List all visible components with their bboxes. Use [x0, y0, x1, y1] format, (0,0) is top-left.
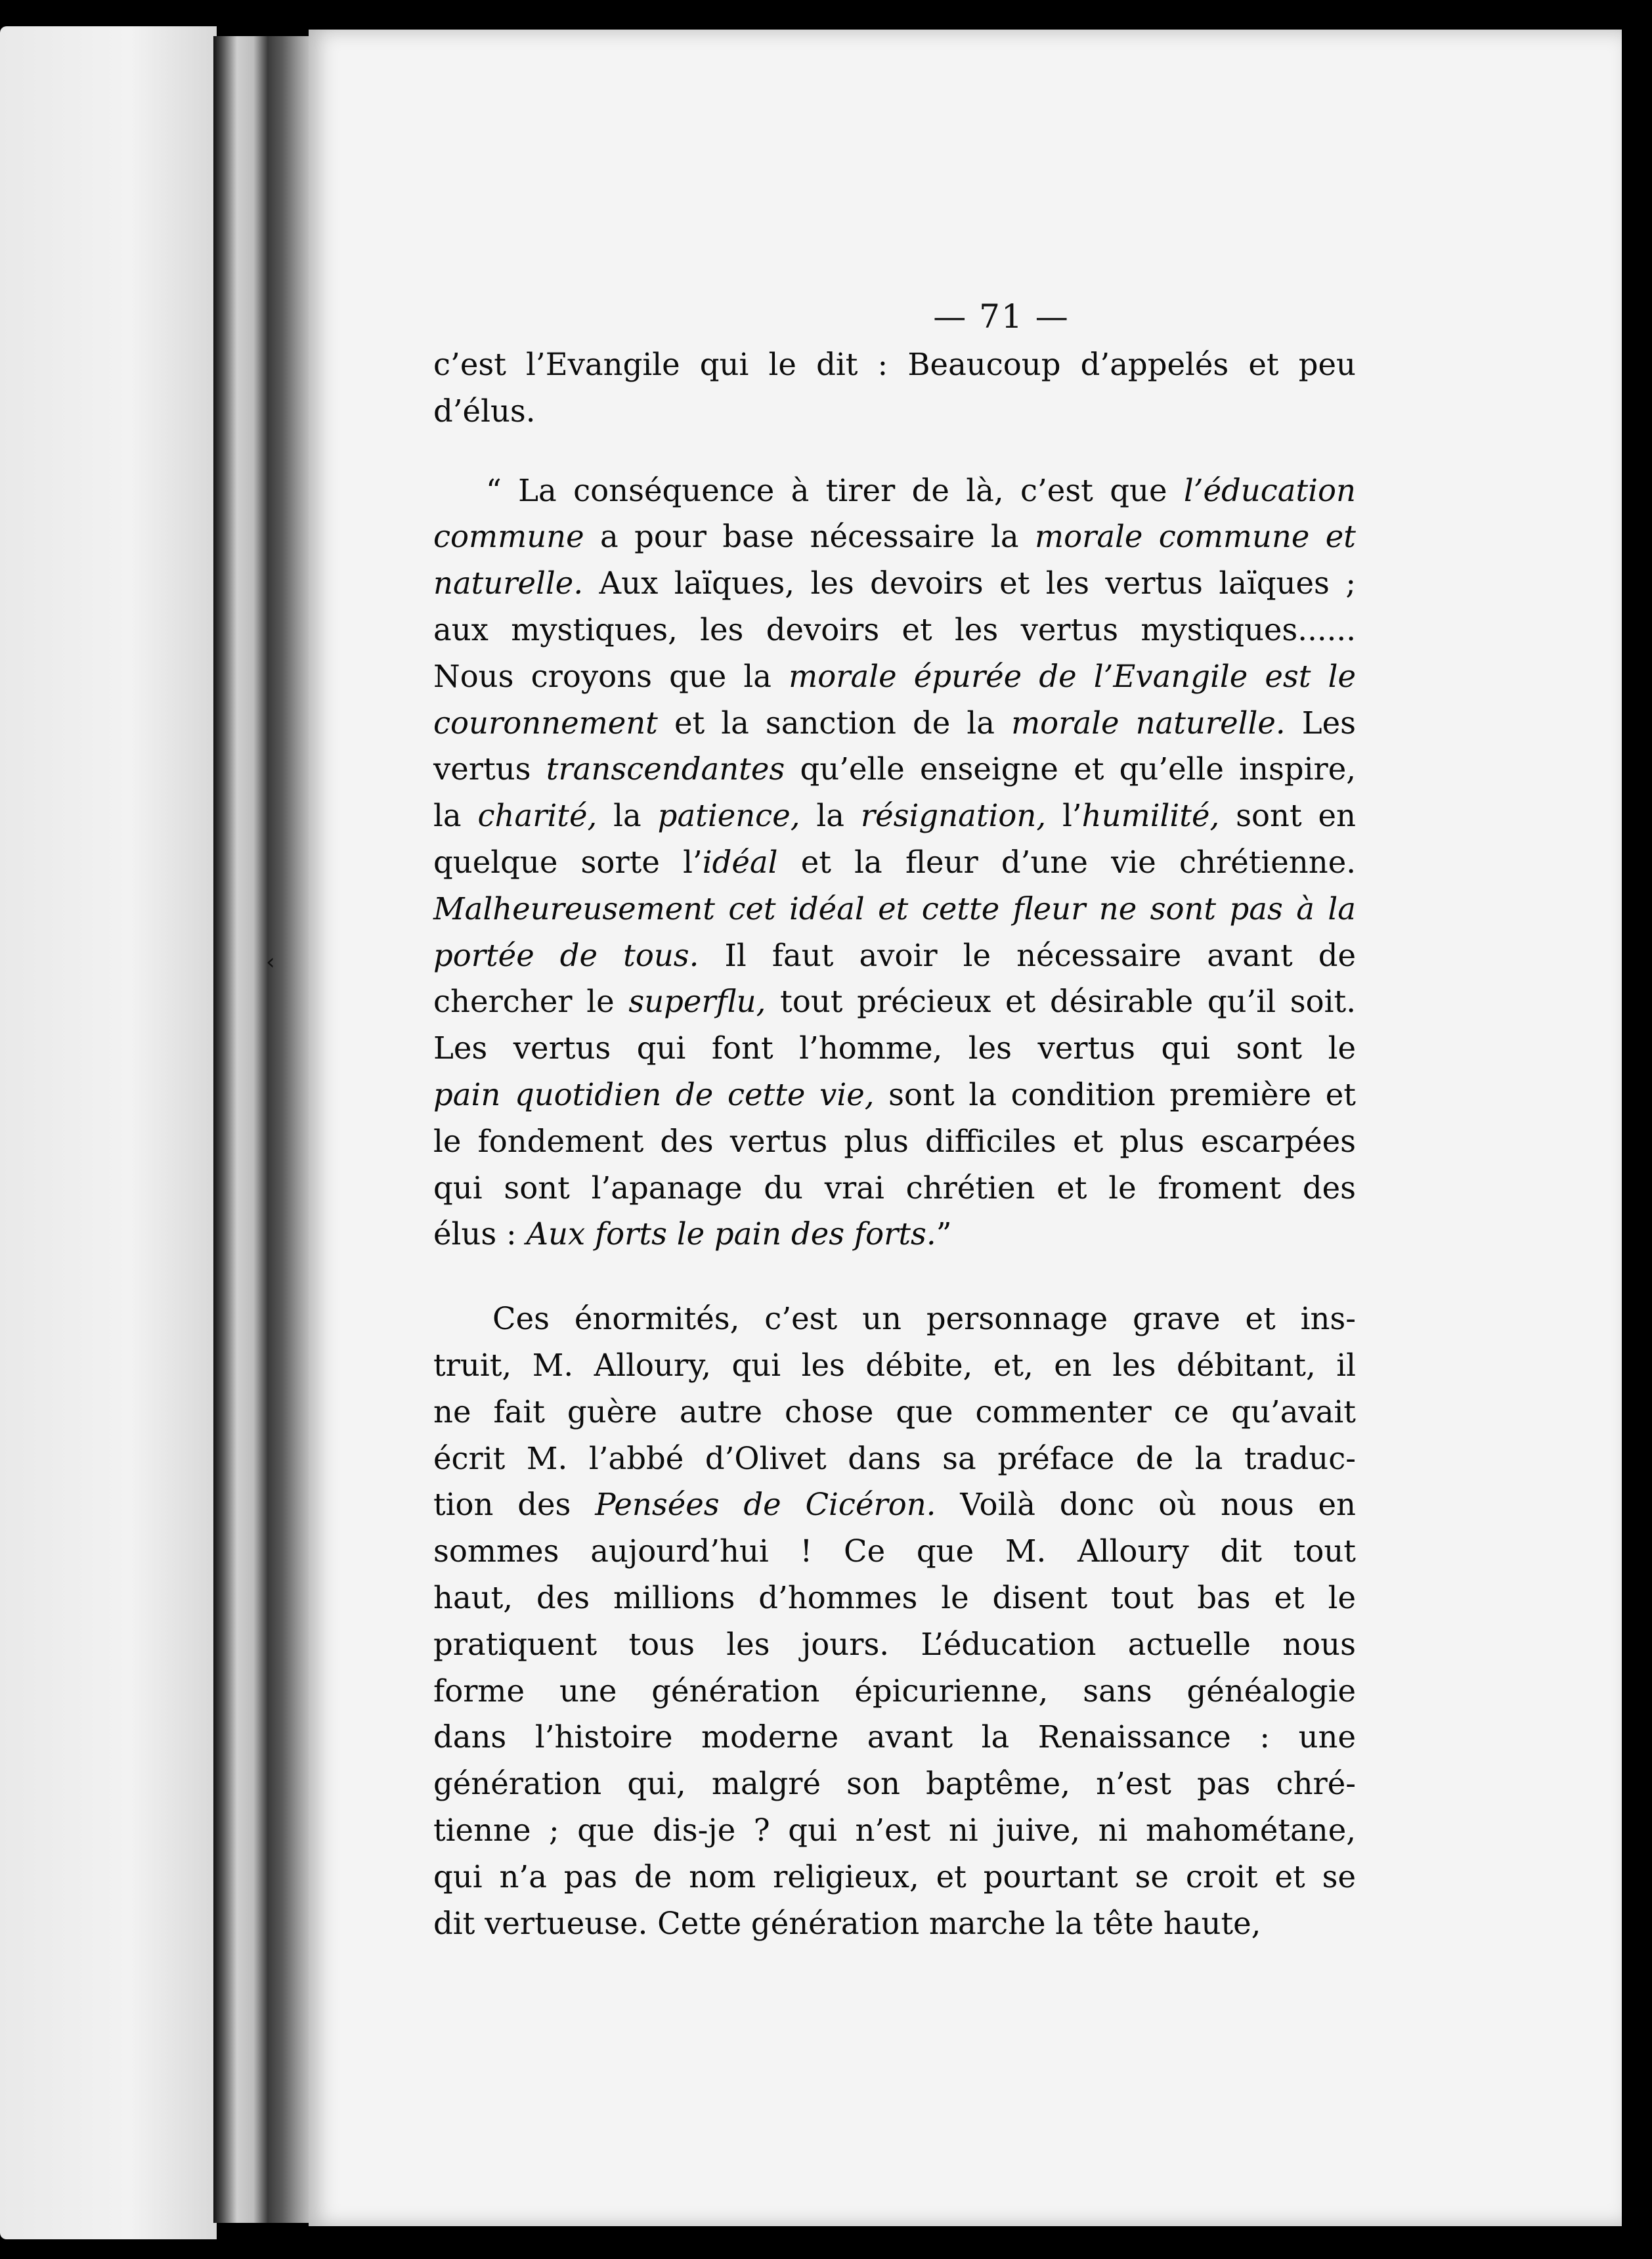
italic-text: morale épurée de l’Evangile est le: [789, 658, 1356, 694]
paragraph: [433, 341, 1356, 435]
text-run: Nous croyons que la: [433, 658, 789, 694]
page-text: [433, 341, 1356, 1946]
text-run: le fondement des vertus plus difficiles et plus escarpées: [433, 1123, 1356, 1159]
italic-text: commune: [433, 519, 584, 555]
text-line: [433, 886, 1356, 932]
text-line: [433, 978, 1356, 1025]
text-run: la: [433, 798, 478, 834]
text-line: [433, 560, 1356, 607]
italic-text: l’éducation: [1183, 472, 1356, 508]
text-line: [433, 468, 1356, 514]
text-run: aux mystiques, les devoirs et les vertus mystiques......: [433, 611, 1356, 647]
text-run: tout précieux et désirable qu’il soit.: [766, 984, 1356, 1020]
text-line: [433, 1621, 1356, 1668]
italic-text: humilité,: [1081, 798, 1220, 834]
text-line: [433, 1165, 1356, 1212]
italic-text: portée de tous.: [433, 937, 699, 973]
text-run: Les vertus qui font l’homme, les vertus qui sont le: [433, 1030, 1356, 1066]
text-run: chercher le: [433, 984, 629, 1020]
text-line: c’est l’Evangile qui le dit : Beaucoup d’appelés et peu: [433, 347, 1356, 382]
text-line: [433, 514, 1356, 560]
gutter-mark: ‹: [266, 949, 275, 975]
italic-text: morale naturelle.: [1011, 705, 1286, 741]
text-run: Les: [1285, 705, 1357, 741]
text-line: [433, 1211, 1356, 1258]
italic-text: naturelle.: [433, 565, 584, 602]
italic-text: pain quotidien de cette vie,: [433, 1076, 875, 1112]
text-run: l’: [1046, 798, 1082, 834]
italic-text: charité,: [477, 798, 598, 834]
text-run: qui sont l’apanage du vrai chrétien et le froment des: [433, 1170, 1356, 1206]
italic-text: Malheureusement cet idéal et cette fleur ne sont pas à la: [433, 890, 1356, 927]
text-line: [433, 1481, 1356, 1528]
italic-text: résignation,: [860, 798, 1047, 834]
italic-text: transcendantes: [546, 751, 785, 787]
italic-text: couronnement: [433, 705, 658, 741]
text-run: dans l’histoire moderne avant la Renaissance : une: [433, 1719, 1356, 1755]
text-run: forme une génération épicurienne, sans généalogie: [433, 1673, 1356, 1709]
text-run: a pour base nécessaire la: [584, 519, 1035, 555]
text-line: [433, 1389, 1356, 1436]
italic-text: Pensées de Cicéron.: [595, 1487, 936, 1523]
text-run: ”: [936, 1216, 952, 1252]
text-run: tion des: [433, 1487, 596, 1523]
italic-text: idéal: [702, 844, 778, 880]
text-run: “ La conséquence à tirer de là, c’est que: [486, 472, 1184, 508]
text-line: [433, 607, 1356, 653]
text-line: [433, 1807, 1356, 1854]
text-run: écrit M. l’abbé d’Olivet dans sa préface de la traduc-: [433, 1440, 1356, 1476]
text-line: [433, 1714, 1356, 1761]
text-run: et la sanction de la: [657, 705, 1012, 741]
text-line: [433, 700, 1356, 747]
text-run: et la fleur d’une vie chrétienne.: [777, 844, 1356, 880]
text-run: élus :: [433, 1216, 527, 1252]
text-run: tienne ; que dis-je ? qui n’est ni juive, ni mahométane,: [433, 1812, 1356, 1848]
text-line: [433, 746, 1356, 793]
text-run: ne fait guère autre chose que commenter ce qu’avait: [433, 1393, 1356, 1430]
previous-page-edge: [0, 26, 217, 2239]
text-run: Voilà donc où nous en: [936, 1487, 1356, 1523]
text-run: haut, des millions d’hommes le disent tout bas et le: [433, 1579, 1356, 1615]
text-run: Ces énormités, c’est un personnage grave et ins-: [492, 1301, 1356, 1337]
text-line: [433, 1025, 1356, 1072]
text-line: [433, 653, 1356, 700]
text-run: sont en: [1219, 798, 1356, 834]
text-line: [433, 1854, 1356, 1900]
italic-text: Aux forts le pain des forts.: [526, 1216, 936, 1252]
paragraph: [433, 468, 1356, 1258]
paragraph: [433, 1296, 1356, 1946]
text-line: [433, 1900, 1356, 1947]
text-run: vertus: [433, 751, 546, 787]
text-run: truit, M. Alloury, qui les débite, et, en les débitant, il: [433, 1347, 1356, 1383]
text-line: [433, 1072, 1356, 1118]
italic-text: patience,: [657, 798, 800, 834]
text-line: [433, 1528, 1356, 1575]
text-run: la: [597, 798, 658, 834]
italic-text: morale commune et: [1035, 519, 1356, 555]
text-run: qui n’a pas de nom religieux, et pourtant se croit et se: [433, 1858, 1356, 1895]
text-line: [433, 1575, 1356, 1621]
text-line: [433, 1342, 1356, 1389]
text-run: quelque sorte l’: [433, 844, 703, 880]
text-run: Il faut avoir le nécessaire avant de: [699, 937, 1356, 973]
text-line: [433, 932, 1356, 979]
text-line: [433, 839, 1356, 886]
text-line: [433, 1668, 1356, 1715]
text-run: sont la condition première et: [874, 1076, 1356, 1112]
text-run: dit vertueuse. Cette génération marche la tête haute,: [433, 1905, 1261, 1941]
text-line: [433, 1118, 1356, 1165]
page-number: — 71 —: [933, 297, 1070, 336]
text-line: [433, 1436, 1356, 1482]
text-line: [433, 1296, 1356, 1342]
text-line: [433, 1761, 1356, 1807]
text-run: pratiquent tous les jours. L’éducation actuelle nous: [433, 1626, 1356, 1662]
text-run: Aux laïques, les devoirs et les vertus laïques ;: [583, 565, 1356, 602]
text-run: sommes aujourd’hui ! Ce que M. Alloury dit tout: [433, 1533, 1356, 1569]
text-line: [433, 793, 1356, 839]
text-line: d’élus.: [433, 393, 536, 429]
text-run: génération qui, malgré son baptême, n’est pas chré-: [433, 1766, 1356, 1802]
text-run: qu’elle enseigne et qu’elle inspire,: [785, 751, 1357, 787]
italic-text: superflu,: [628, 984, 766, 1020]
text-run: la: [800, 798, 861, 834]
